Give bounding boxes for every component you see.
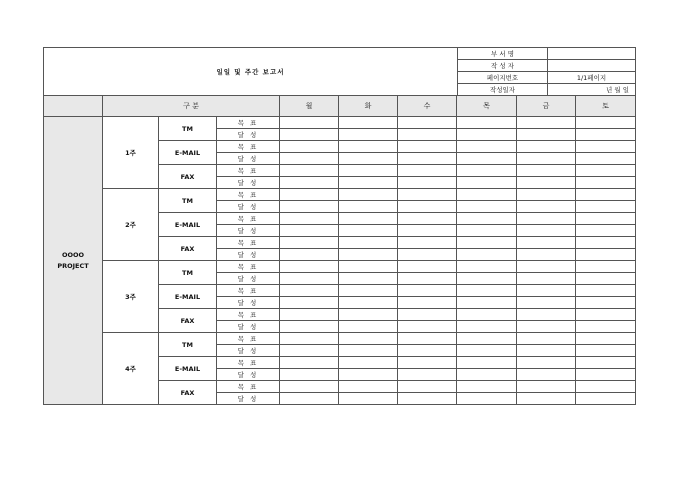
entry-cell[interactable] — [517, 177, 576, 189]
entry-cell[interactable] — [280, 141, 339, 153]
entry-cell[interactable] — [280, 117, 339, 129]
day-header-tue: 화 — [339, 96, 398, 117]
entry-cell[interactable] — [398, 309, 457, 321]
entry-cell[interactable] — [576, 321, 636, 333]
entry-cell[interactable] — [517, 249, 576, 261]
entry-cell[interactable] — [576, 213, 636, 225]
achieve-label: 달 성 — [217, 129, 280, 141]
entry-cell[interactable] — [457, 141, 517, 153]
entry-cell[interactable] — [457, 393, 517, 405]
entry-cell[interactable] — [280, 249, 339, 261]
goal-label: 목 표 — [217, 165, 280, 177]
entry-cell[interactable] — [398, 333, 457, 345]
entry-cell[interactable] — [517, 321, 576, 333]
goal-label: 목 표 — [217, 381, 280, 393]
entry-cell[interactable] — [457, 177, 517, 189]
entry-cell[interactable] — [517, 345, 576, 357]
entry-cell[interactable] — [576, 285, 636, 297]
entry-cell[interactable] — [339, 357, 398, 369]
channel-label: FAX — [159, 237, 217, 261]
entry-cell[interactable] — [280, 333, 339, 345]
entry-cell[interactable] — [457, 309, 517, 321]
entry-cell[interactable] — [398, 117, 457, 129]
goal-label: 목 표 — [217, 333, 280, 345]
day-header-wed: 수 — [398, 96, 457, 117]
channel-label: TM — [159, 261, 217, 285]
entry-cell[interactable] — [457, 237, 517, 249]
entry-cell[interactable] — [280, 237, 339, 249]
entry-cell[interactable] — [280, 321, 339, 333]
entry-cell[interactable] — [280, 357, 339, 369]
entry-cell[interactable] — [457, 117, 517, 129]
entry-cell[interactable] — [339, 393, 398, 405]
entry-cell[interactable] — [280, 297, 339, 309]
entry-cell[interactable] — [398, 393, 457, 405]
channel-label: FAX — [159, 309, 217, 333]
entry-cell[interactable] — [457, 261, 517, 273]
entry-cell[interactable] — [576, 273, 636, 285]
goal-label: 목 표 — [217, 357, 280, 369]
page-title: 일일 및 주간 보고서 — [44, 48, 458, 96]
entry-cell[interactable] — [280, 309, 339, 321]
entry-cell[interactable] — [517, 237, 576, 249]
info-value-dept[interactable] — [548, 48, 636, 60]
goal-label: 목 표 — [217, 309, 280, 321]
entry-cell[interactable] — [457, 165, 517, 177]
entry-cell[interactable] — [457, 273, 517, 285]
goal-label: 목 표 — [217, 189, 280, 201]
entry-cell[interactable] — [517, 117, 576, 129]
entry-cell[interactable] — [576, 345, 636, 357]
entry-cell[interactable] — [457, 153, 517, 165]
entry-cell[interactable] — [457, 129, 517, 141]
project-label: PROJECT — [57, 261, 89, 270]
channel-label: E-MAIL — [159, 213, 217, 237]
entry-cell[interactable] — [517, 261, 576, 273]
achieve-label: 달 성 — [217, 153, 280, 165]
goal-label: 목 표 — [217, 213, 280, 225]
entry-cell[interactable] — [576, 177, 636, 189]
entry-cell[interactable] — [339, 225, 398, 237]
entry-cell[interactable] — [339, 201, 398, 213]
entry-cell[interactable] — [457, 333, 517, 345]
channel-label: E-MAIL — [159, 357, 217, 381]
entry-cell[interactable] — [576, 369, 636, 381]
entry-cell[interactable] — [457, 249, 517, 261]
entry-cell[interactable] — [576, 153, 636, 165]
entry-cell[interactable] — [457, 213, 517, 225]
entry-cell[interactable] — [339, 165, 398, 177]
info-label-page: 페이지번호 — [458, 72, 548, 84]
achieve-label: 달 성 — [217, 369, 280, 381]
entry-cell[interactable] — [517, 297, 576, 309]
day-header-sat: 토 — [576, 96, 636, 117]
entry-cell[interactable] — [576, 237, 636, 249]
entry-cell[interactable] — [517, 153, 576, 165]
report-grid — [43, 95, 636, 405]
entry-cell[interactable] — [398, 129, 457, 141]
entry-cell[interactable] — [576, 381, 636, 393]
channel-label: FAX — [159, 381, 217, 405]
entry-cell[interactable] — [576, 129, 636, 141]
entry-cell[interactable] — [576, 117, 636, 129]
week-label: 3주 — [103, 261, 159, 333]
entry-cell[interactable] — [339, 273, 398, 285]
entry-cell[interactable] — [517, 141, 576, 153]
entry-cell[interactable] — [517, 129, 576, 141]
entry-cell[interactable] — [398, 213, 457, 225]
entry-cell[interactable] — [339, 297, 398, 309]
entry-cell[interactable] — [339, 141, 398, 153]
table-row — [44, 117, 636, 129]
category-header: 구 분 — [103, 96, 280, 117]
channel-label: TM — [159, 333, 217, 357]
achieve-label: 달 성 — [217, 393, 280, 405]
entry-cell[interactable] — [398, 237, 457, 249]
entry-cell[interactable] — [398, 381, 457, 393]
info-value-page[interactable]: 1/1페이지 — [548, 72, 636, 84]
entry-cell[interactable] — [517, 273, 576, 285]
entry-cell[interactable] — [398, 285, 457, 297]
goal-label: 목 표 — [217, 117, 280, 129]
entry-cell[interactable] — [457, 369, 517, 381]
table-row — [44, 261, 636, 273]
entry-cell[interactable] — [457, 345, 517, 357]
entry-cell[interactable] — [576, 393, 636, 405]
goal-label: 목 표 — [217, 261, 280, 273]
entry-cell[interactable] — [457, 189, 517, 201]
entry-cell[interactable] — [280, 189, 339, 201]
info-value-date[interactable]: 년 월 일 — [548, 84, 636, 96]
achieve-label: 달 성 — [217, 177, 280, 189]
info-label-author: 작 성 자 — [458, 60, 548, 72]
entry-cell[interactable] — [280, 285, 339, 297]
project-cell — [44, 117, 103, 405]
channel-label: E-MAIL — [159, 285, 217, 309]
entry-cell[interactable] — [576, 357, 636, 369]
entry-cell[interactable] — [398, 177, 457, 189]
entry-cell[interactable] — [339, 249, 398, 261]
entry-cell[interactable] — [339, 285, 398, 297]
channel-label: TM — [159, 189, 217, 213]
achieve-label: 달 성 — [217, 201, 280, 213]
entry-cell[interactable] — [398, 321, 457, 333]
entry-cell[interactable] — [280, 129, 339, 141]
entry-cell[interactable] — [398, 261, 457, 273]
info-label-date: 작성일자 — [458, 84, 548, 96]
entry-cell[interactable] — [339, 213, 398, 225]
entry-cell[interactable] — [339, 369, 398, 381]
entry-cell[interactable] — [457, 285, 517, 297]
achieve-label: 달 성 — [217, 321, 280, 333]
goal-label: 목 표 — [217, 141, 280, 153]
entry-cell[interactable] — [517, 381, 576, 393]
entry-cell[interactable] — [398, 357, 457, 369]
entry-cell[interactable] — [517, 369, 576, 381]
channel-label: TM — [159, 117, 217, 141]
entry-cell[interactable] — [517, 213, 576, 225]
blank-corner — [44, 96, 103, 117]
entry-cell[interactable] — [457, 321, 517, 333]
channel-label: E-MAIL — [159, 141, 217, 165]
entry-cell[interactable] — [398, 153, 457, 165]
entry-cell[interactable] — [398, 189, 457, 201]
entry-cell[interactable] — [457, 297, 517, 309]
week-label: 4주 — [103, 333, 159, 405]
entry-cell[interactable] — [280, 261, 339, 273]
report-sheet — [43, 47, 635, 413]
entry-cell[interactable] — [280, 225, 339, 237]
week-label: 2주 — [103, 189, 159, 261]
entry-cell[interactable] — [576, 249, 636, 261]
entry-cell[interactable] — [339, 237, 398, 249]
day-header-mon: 월 — [280, 96, 339, 117]
entry-cell[interactable] — [280, 201, 339, 213]
entry-cell[interactable] — [398, 249, 457, 261]
entry-cell[interactable] — [517, 357, 576, 369]
entry-cell[interactable] — [398, 225, 457, 237]
entry-cell[interactable] — [517, 189, 576, 201]
entry-cell[interactable] — [339, 189, 398, 201]
entry-cell[interactable] — [517, 309, 576, 321]
entry-cell[interactable] — [398, 165, 457, 177]
entry-cell[interactable] — [576, 189, 636, 201]
entry-cell[interactable] — [517, 225, 576, 237]
week-label: 1주 — [103, 117, 159, 189]
entry-cell[interactable] — [339, 345, 398, 357]
entry-cell[interactable] — [398, 273, 457, 285]
entry-cell[interactable] — [576, 309, 636, 321]
day-header-fri: 금 — [517, 96, 576, 117]
achieve-label: 달 성 — [217, 297, 280, 309]
goal-label: 목 표 — [217, 285, 280, 297]
entry-cell[interactable] — [280, 369, 339, 381]
entry-cell[interactable] — [457, 201, 517, 213]
achieve-label: 달 성 — [217, 225, 280, 237]
entry-cell[interactable] — [576, 333, 636, 345]
entry-cell[interactable] — [457, 381, 517, 393]
entry-cell[interactable] — [280, 153, 339, 165]
entry-cell[interactable] — [339, 117, 398, 129]
entry-cell[interactable] — [457, 357, 517, 369]
entry-cell[interactable] — [280, 273, 339, 285]
entry-cell[interactable] — [457, 225, 517, 237]
entry-cell[interactable] — [339, 333, 398, 345]
entry-cell[interactable] — [576, 261, 636, 273]
entry-cell[interactable] — [280, 177, 339, 189]
entry-cell[interactable] — [280, 393, 339, 405]
table-row — [44, 189, 636, 201]
channel-label: FAX — [159, 165, 217, 189]
entry-cell[interactable] — [398, 369, 457, 381]
achieve-label: 달 성 — [217, 273, 280, 285]
project-name: OOOO — [61, 250, 85, 259]
entry-cell[interactable] — [398, 201, 457, 213]
entry-cell[interactable] — [280, 381, 339, 393]
entry-cell[interactable] — [339, 153, 398, 165]
achieve-label: 달 성 — [217, 249, 280, 261]
entry-cell[interactable] — [339, 381, 398, 393]
entry-cell[interactable] — [280, 345, 339, 357]
entry-cell[interactable] — [517, 165, 576, 177]
entry-cell[interactable] — [339, 177, 398, 189]
info-value-author[interactable] — [548, 60, 636, 72]
entry-cell[interactable] — [339, 129, 398, 141]
entry-cell[interactable] — [339, 261, 398, 273]
entry-cell[interactable] — [339, 309, 398, 321]
day-header-thu: 목 — [457, 96, 517, 117]
entry-cell[interactable] — [339, 321, 398, 333]
entry-cell[interactable] — [398, 345, 457, 357]
entry-cell[interactable] — [517, 333, 576, 345]
entry-cell[interactable] — [517, 201, 576, 213]
entry-cell[interactable] — [576, 165, 636, 177]
header-table — [43, 47, 636, 96]
entry-cell[interactable] — [280, 165, 339, 177]
info-label-dept: 부 서 명 — [458, 48, 548, 60]
entry-cell[interactable] — [398, 141, 457, 153]
entry-cell[interactable] — [280, 213, 339, 225]
entry-cell[interactable] — [576, 297, 636, 309]
entry-cell[interactable] — [576, 141, 636, 153]
entry-cell[interactable] — [398, 297, 457, 309]
entry-cell[interactable] — [517, 393, 576, 405]
entry-cell[interactable] — [576, 225, 636, 237]
entry-cell[interactable] — [517, 285, 576, 297]
achieve-label: 달 성 — [217, 345, 280, 357]
entry-cell[interactable] — [576, 201, 636, 213]
goal-label: 목 표 — [217, 237, 280, 249]
table-row — [44, 333, 636, 345]
